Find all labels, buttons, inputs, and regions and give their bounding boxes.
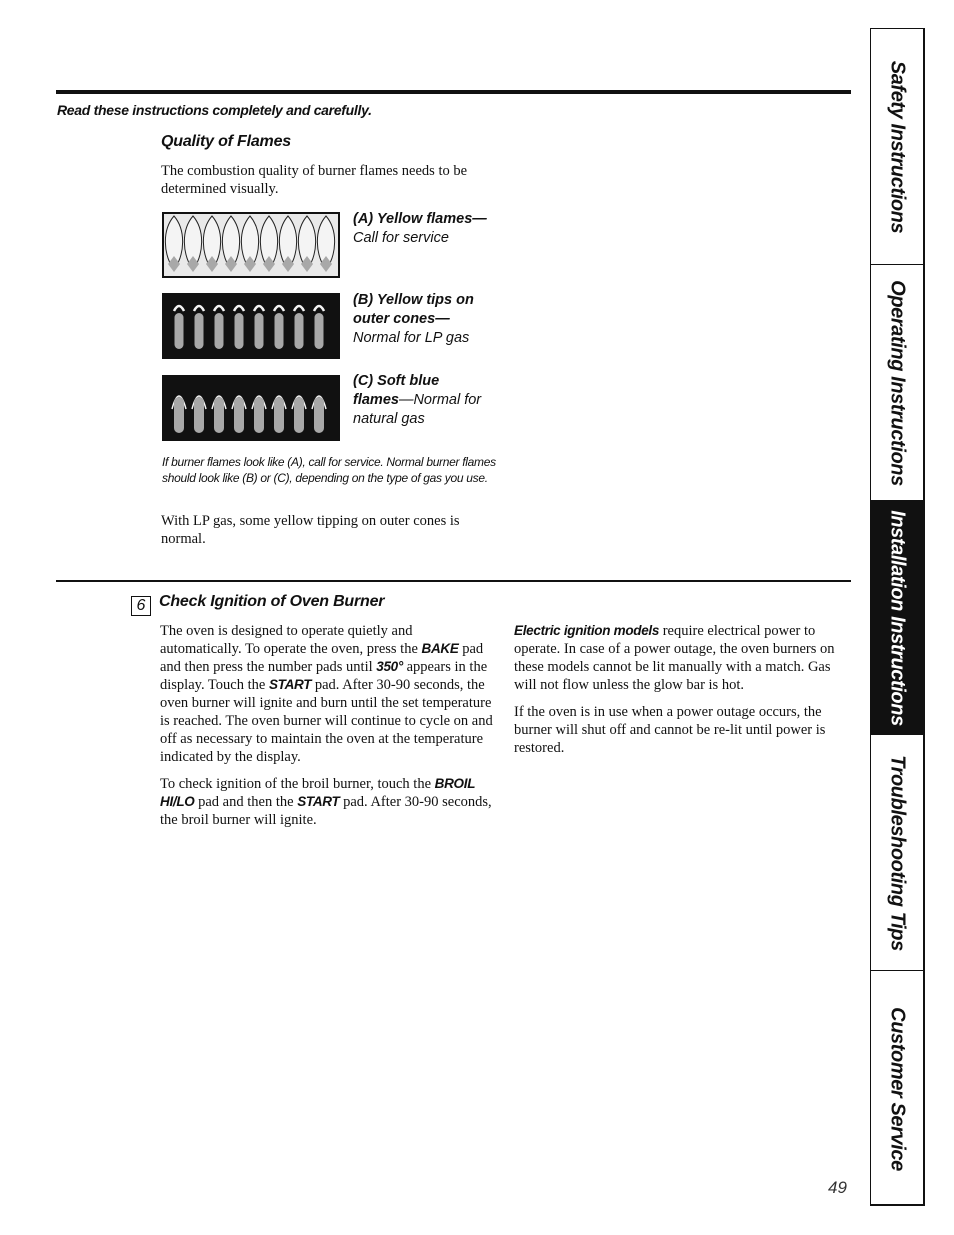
soft-blue-flames-drawing [162, 375, 340, 441]
broil-keyword: BROIL HI/LO [160, 776, 475, 809]
tab-troubleshooting-tips[interactable] [871, 735, 923, 971]
caption-a-dash: — [472, 211, 487, 227]
flame-inner-cone [214, 397, 224, 433]
text-span: require electrical power to operate. In case of a power outage, the oven burners on these models cannot be lit manually with a match. Gas will not flow unless the glow bar is hot. [514, 623, 835, 693]
bake-keyword: BAKE [421, 641, 459, 656]
flame-cone [295, 313, 304, 349]
broil-ignition-paragraph [160, 775, 495, 829]
flame-cone [275, 313, 284, 349]
caption-c-label-1: (C) Soft blue [353, 373, 440, 389]
yellow-flames-illustration [162, 212, 340, 278]
caption-c-label-2: flames [353, 392, 399, 408]
text-span: appears in the display. Touch the [160, 659, 488, 693]
text-span: pad and then press the number pads until [160, 641, 484, 675]
top-rule [56, 90, 851, 94]
flame-cone [195, 313, 204, 349]
tab-label: Customer Service [886, 1006, 909, 1171]
ignition-left-column [160, 622, 495, 838]
caption-a-label: (A) Yellow flames [353, 211, 473, 227]
flame-inner-cone [234, 397, 244, 433]
flame-inner-cone [254, 397, 264, 433]
text-span: pad. After 30-90 seconds, the broil burner will ignite. [160, 794, 492, 828]
flame-inner-cone [274, 397, 284, 433]
check-ignition-heading: Check Ignition of Oven Burner [159, 593, 385, 610]
start-keyword: START [268, 677, 312, 692]
tab-label: Troubleshooting Tips [886, 754, 909, 951]
text-span: The oven is designed to operate quietly and automatically. To operate the oven, press the [160, 623, 422, 657]
flame-inner-cone [294, 397, 304, 433]
yellow-tips-drawing [162, 293, 340, 359]
text-span: pad and then the [194, 794, 298, 810]
yellow-flames-drawing [162, 212, 340, 278]
caption-c-dash: — [398, 392, 414, 408]
temperature-keyword: 350° [376, 659, 403, 674]
tab-label: Operating Instructions [886, 279, 909, 486]
start-keyword: START [297, 794, 340, 809]
ignition-right-column [514, 622, 854, 766]
yellow-tips-illustration [162, 293, 340, 359]
read-instructions-notice: Read these instructions completely and carefully. [57, 102, 372, 118]
flame-inner-cone [194, 397, 204, 433]
flame-inner-cone [174, 397, 184, 433]
flame-cone [215, 313, 224, 349]
caption-a-text: Call for service [353, 230, 449, 246]
text-span: To check ignition of the broil burner, touch the [160, 776, 435, 792]
tab-label: Safety Instructions [886, 60, 909, 233]
flame-cone [235, 313, 244, 349]
tab-operating-instructions[interactable] [871, 265, 923, 501]
step-number-badge: 6 [131, 596, 151, 616]
flame-inner-cone [314, 397, 324, 433]
electric-ignition-keyword: Electric ignition models [514, 623, 660, 638]
tab-label: Installation Instructions [886, 509, 909, 726]
text-span: pad. After 30-90 seconds, the oven burner will ignite and burn until the set temperature is reached. The oven burner will continue to cycle on and off as necessary to maintain the oven at the temperature indicated by the display. [160, 677, 493, 765]
caption-b-text: Normal for LP gas [353, 330, 470, 346]
quality-intro-text: The combustion quality of burner flames needs to be determined visually. [161, 163, 468, 197]
lp-gas-note: With LP gas, some yellow tipping on outer cones is normal. [161, 513, 460, 547]
page-number: 49 [828, 1178, 847, 1197]
tab-installation-instructions[interactable] [871, 501, 923, 735]
electric-ignition-paragraph [514, 622, 854, 694]
quality-of-flames-heading: Quality of Flames [161, 133, 291, 150]
section-divider [56, 580, 851, 582]
tab-safety-instructions[interactable] [871, 29, 923, 265]
flame-cone [175, 313, 184, 349]
power-outage-paragraph: If the oven is in use when a power outage occurs, the burner will shut off and cannot be re-lit until power is restored. [514, 704, 826, 756]
caption-yellow-flames [353, 210, 493, 248]
tab-customer-service[interactable] [871, 971, 923, 1206]
oven-operation-paragraph [160, 622, 495, 766]
caption-c-text-2: natural gas [353, 411, 425, 427]
flame-note: If burner flames look like (A), call for service. Normal burner flames should look like (B) or (C), depending on the type of gas you use. [162, 455, 496, 485]
caption-b-label-1: (B) Yellow tips on [353, 292, 474, 308]
caption-soft-blue-flames [353, 372, 493, 429]
flame-cone [315, 313, 324, 349]
soft-blue-flames-illustration [162, 375, 340, 441]
flame-cone [255, 313, 264, 349]
side-tab-bar [870, 28, 925, 1206]
caption-yellow-tips [353, 291, 493, 348]
caption-b-dash: — [435, 311, 450, 327]
caption-c-text-1: Normal for [413, 392, 482, 408]
caption-b-label-2: outer cones [353, 311, 436, 327]
